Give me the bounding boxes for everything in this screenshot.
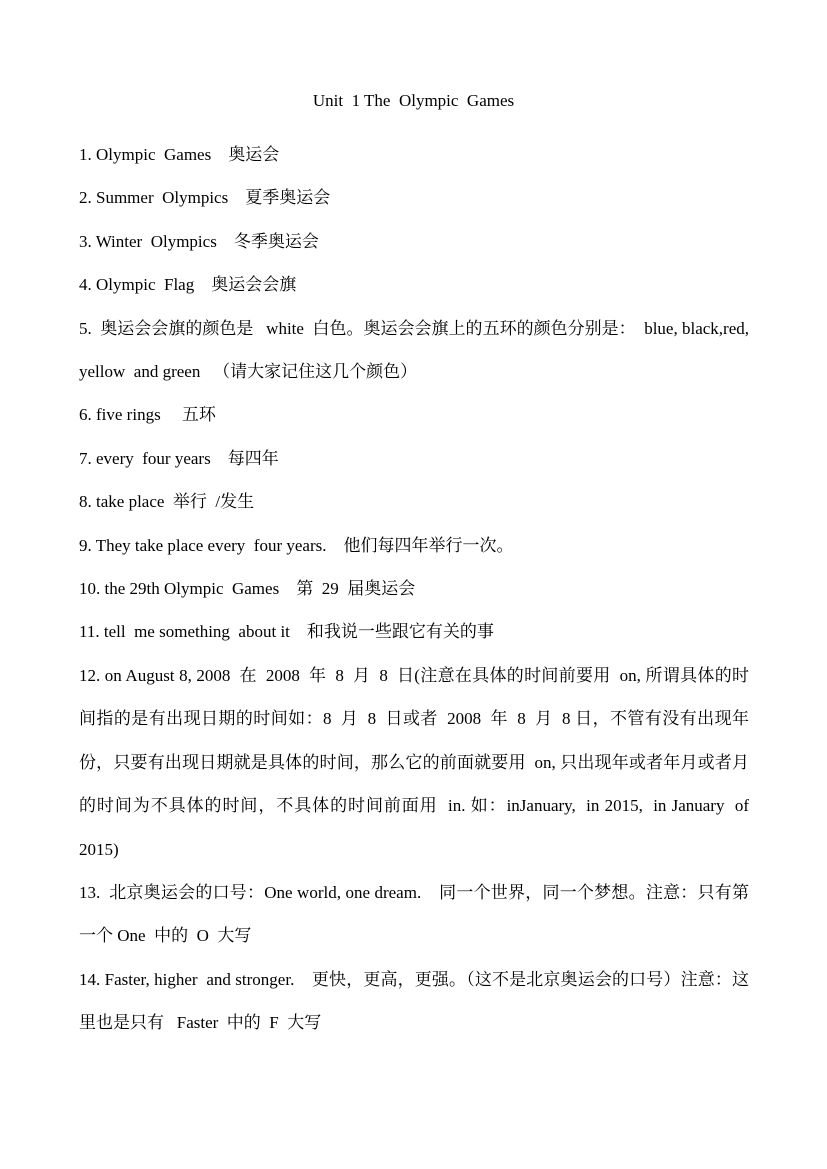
list-item: 11. tell me something about it 和我说一些跟它有关的事 bbox=[79, 622, 494, 642]
list-item: 1. Olympic Games 奥运会 bbox=[79, 145, 280, 164]
list-item: 6. five rings 五环 bbox=[79, 405, 216, 425]
list-item: 4. Olympic Flag 奥运会会旗 bbox=[79, 275, 297, 295]
list-item: 10. the 29th Olympic Games 第 29 届奥运会 bbox=[79, 579, 416, 599]
list-item: 7. every four years 每四年 bbox=[79, 448, 279, 468]
list-item: 12. on August 8, 2008 在 2008 年 8 月 8 日(注意在具体的时间前要用 on, 所谓具体的时间指的是有出现日期的时间如：8 月 8 日或者 2008 年 8 月 8 日，不管有没有出现年份，只要有出现日期就是具体的时间，那么它的前面就要用 on, 只出现年或者年月或者月的时间为不具体的时间，不具体的时间前面用 in. 如：inJanuary, in 2015, in January of 2015) bbox=[79, 665, 754, 859]
list-item: 13. 北京奥运会的口号：One world, one dream. 同一个世界，同一个梦想。注意：只有第一个 One 中的 O 大写 bbox=[79, 882, 749, 946]
list-item: 14. Faster, higher and stronger. 更快，更高，更强。（这不是北京奥运会的口号）注意：这里也是只有 Faster 中的 F 大写 bbox=[79, 969, 749, 1033]
list-item: 8. take place 举行 /发生 bbox=[79, 492, 255, 512]
vocabulary-list bbox=[79, 133, 754, 1045]
list-item: 2. Summer Olympics 夏季奥运会 bbox=[79, 188, 331, 208]
list-item: 5. 奥运会会旗的颜色是 white 白色。奥运会会旗上的五环的颜色分别是： blue, black,red, yellow and green （请大家记住这几个颜色） bbox=[79, 318, 754, 382]
list-item: 9. They take place every four years. 他们每四年举行一次。 bbox=[79, 535, 514, 555]
list-item: 3. Winter Olympics 冬季奥运会 bbox=[79, 231, 319, 251]
page-title: Unit 1 The Olympic Games bbox=[312, 91, 515, 110]
